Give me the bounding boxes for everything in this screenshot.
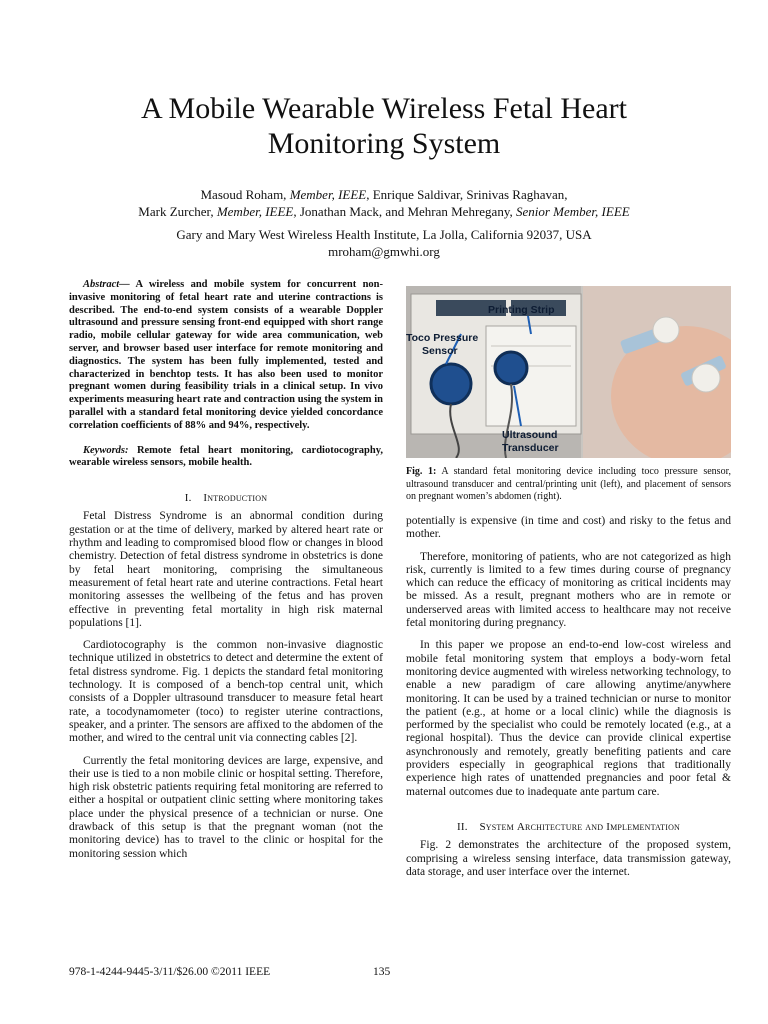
section-1-heading: [69, 492, 383, 505]
affiliation-email: mroham@gmwhi.org: [328, 244, 440, 259]
author-6-membership: Senior Member, IEEE: [515, 204, 630, 219]
intro-paragraph-3-continued: potentially is expensive (in time and cost) and risky to the fetus and mother.: [406, 515, 731, 541]
authors-5-6: , Jonathan Mack, and Mehran Mehregany,: [293, 204, 516, 219]
figure-1-illustration: [406, 286, 731, 458]
label-printing-strip: Printing Strip: [488, 304, 555, 316]
keywords-text: Remote fetal heart monitoring, cardiotocography, wearable wireless sensors, mobile health.: [69, 444, 383, 469]
section-2-initial-3: I: [606, 820, 611, 833]
paper-title: A Mobile Wearable Wireless Fetal Heart Monitoring System: [141, 92, 627, 160]
section-2-word-1: ystem: [485, 820, 517, 833]
section-1-number: I.: [184, 492, 192, 505]
section-2-word-2: rchitecture and: [525, 820, 607, 833]
intro-paragraph-4: Therefore, monitoring of patients, who are not categorized as high risk, currently is limited to a few times during course of pregnancy which can reduce the efficacy of monitoring as critical incidents may be missed. As a result, pregnant mothers who are in remote or underserved areas with limited access to healthcare may not receive fetal monitoring during pregnancy.: [406, 550, 731, 630]
keywords: [69, 445, 383, 471]
figure-1-caption-label: Fig. 1:: [406, 466, 437, 477]
section-2-number: II.: [456, 820, 468, 833]
figure-1-caption: [406, 466, 731, 504]
worn-ultrasound-sensor: [692, 364, 720, 392]
author-line-1: [60, 186, 708, 203]
abstract: [69, 279, 383, 433]
keywords-label: Keywords:: [83, 444, 129, 456]
affiliation-institute: Gary and Mary West Wireless Health Institute, La Jolla, California 92037, USA: [176, 227, 592, 242]
section-2-initial-1: S: [479, 820, 486, 833]
page-number: 135: [373, 966, 391, 978]
affiliation: [60, 226, 708, 260]
author-1-membership: Member, IEEE: [289, 187, 367, 202]
intro-paragraph-2: Cardiotocography is the common non-invasive diagnostic technique utilized in obstetrics to detect and determine the extent of fetal distress syndrome. Fig. 1 depicts the standard fetal monitoring technology. It is composed of a bench-top central unit, which consists of a Doppler ultrasound transducer to measure fetal heart rate, a tocodynamometer (toco) to register uterine contractions, speaker, and a printer. The sensors are affixed to the abdomen of the mother, and wired to the central unit via connecting cables [2].: [69, 639, 383, 745]
figure-1-caption-text: A standard fetal monitoring device including toco pressure sensor, ultrasound transducer and central/printing unit (left), and placement of sensors on pregnant women’s abdomen (right).: [406, 466, 731, 502]
intro-paragraph-5: In this paper we propose an end-to-end low-cost wireless and mobile fetal monitoring system that employs a body-worn fetal monitoring device augmented with wireless networking technology, to enable a new paradigm of care allowing anytime/anywhere monitoring. It can be used by a trained technician or nurse to monitor the patient (e.g., at home or a local clinic) while the diagnosis is performed by the specialist who could be remotely located (e.g., at a regional hospital). Thus the device can provide clinical expertise asynchronously and remotely, greatly benefiting patients and care providers especially in geographical regions that traditionally experience high rates of unattended pregnancies and poor fetal & maternal outcomes due to inadequate ante partum care.: [406, 639, 731, 798]
label-ultrasound-line-1: Ultrasound: [502, 429, 558, 441]
footer-isbn: 978-1-4244-9445-3/11/$26.00 ©2011 IEEE: [69, 966, 271, 978]
right-column: [406, 515, 731, 888]
author-line-2: [60, 203, 708, 220]
abstract-text: — A wireless and mobile system for concurrent non-invasive monitoring of fetal heart rate and uterine contractions is described. The end-to-end system consists of a wearable Doppler ultrasound and pressure sensing front-end equipped with short range radio, mobile cellular gateway for wide area communication, web server, and browser based user interface for remote monitoring and diagnostics. The system has been fully implemented, tested and characterized in benchtop tests. It has also been used to monitor pregnant women during feasibility trials in a clinical setup. In vivo experiments measuring heart rate and contraction using the system in parallel with a standard fetal monitoring device yielded concordance correlation coefficients of 88% and 94%, respectively.: [69, 279, 383, 431]
left-column: [69, 279, 383, 870]
label-toco-line-1: Toco Pressure: [406, 332, 479, 344]
intro-paragraph-3: Currently the fetal monitoring devices are large, expensive, and their use is tied to a non mobile clinic or hospital setting. Therefore, high risk obstetric patients requiring fetal monitoring are referred to either a hospital or outpatient clinic setting where monitoring takes place under the physical presence of a technician or nurse. One drawback of this setup is that the pregnant woman (not the monitoring device) has to travel to the clinic or hospital for the monitoring session which: [69, 754, 383, 860]
author-list: [60, 186, 708, 220]
label-toco-line-2: Sensor: [422, 345, 458, 357]
worn-toco-sensor: [653, 317, 679, 343]
author-1: Masoud Roham,: [200, 187, 290, 202]
abstract-label: Abstract: [83, 279, 120, 290]
label-ultrasound-line-2: Transducer: [502, 442, 559, 454]
author-4-membership: Member, IEEE: [216, 204, 294, 219]
intro-paragraph-1: Fetal Distress Syndrome is an abnormal condition during gestation or at the time of delivery, marked by altered heart rate or rhythm and leading to compromised blood flow or changes in blood chemistry. Detection of fetal distress syndrome in obstetrics is done by fetal heart monitoring, comprising the simultaneous measurement of fetal heart rate and uterine contractions. Fetal heart monitoring assesses the wellbeing of the fetus and has proven effective in preventing fetal mortality in high risk maternal populations [1].: [69, 510, 383, 629]
author-4: Mark Zurcher,: [138, 204, 217, 219]
ultrasound-transducer: [495, 352, 527, 384]
section-2-heading: [406, 821, 731, 834]
figure-1-photo: [406, 286, 731, 458]
toco-sensor: [431, 364, 471, 404]
section-2-word-3: mplementation: [610, 820, 681, 833]
section-2-initial-2: A: [516, 820, 526, 833]
section-2-paragraph-1: Fig. 2 demonstrates the architecture of the proposed system, comprising a wireless sensing interface, data transmission gateway, data storage, and user interface over the internet.: [406, 839, 731, 878]
authors-3-4: , Enrique Saldivar, Srinivas Raghavan,: [366, 187, 568, 202]
section-1-title-initial: I: [203, 492, 208, 505]
section-1-title-rest: ntroduction: [207, 492, 268, 505]
